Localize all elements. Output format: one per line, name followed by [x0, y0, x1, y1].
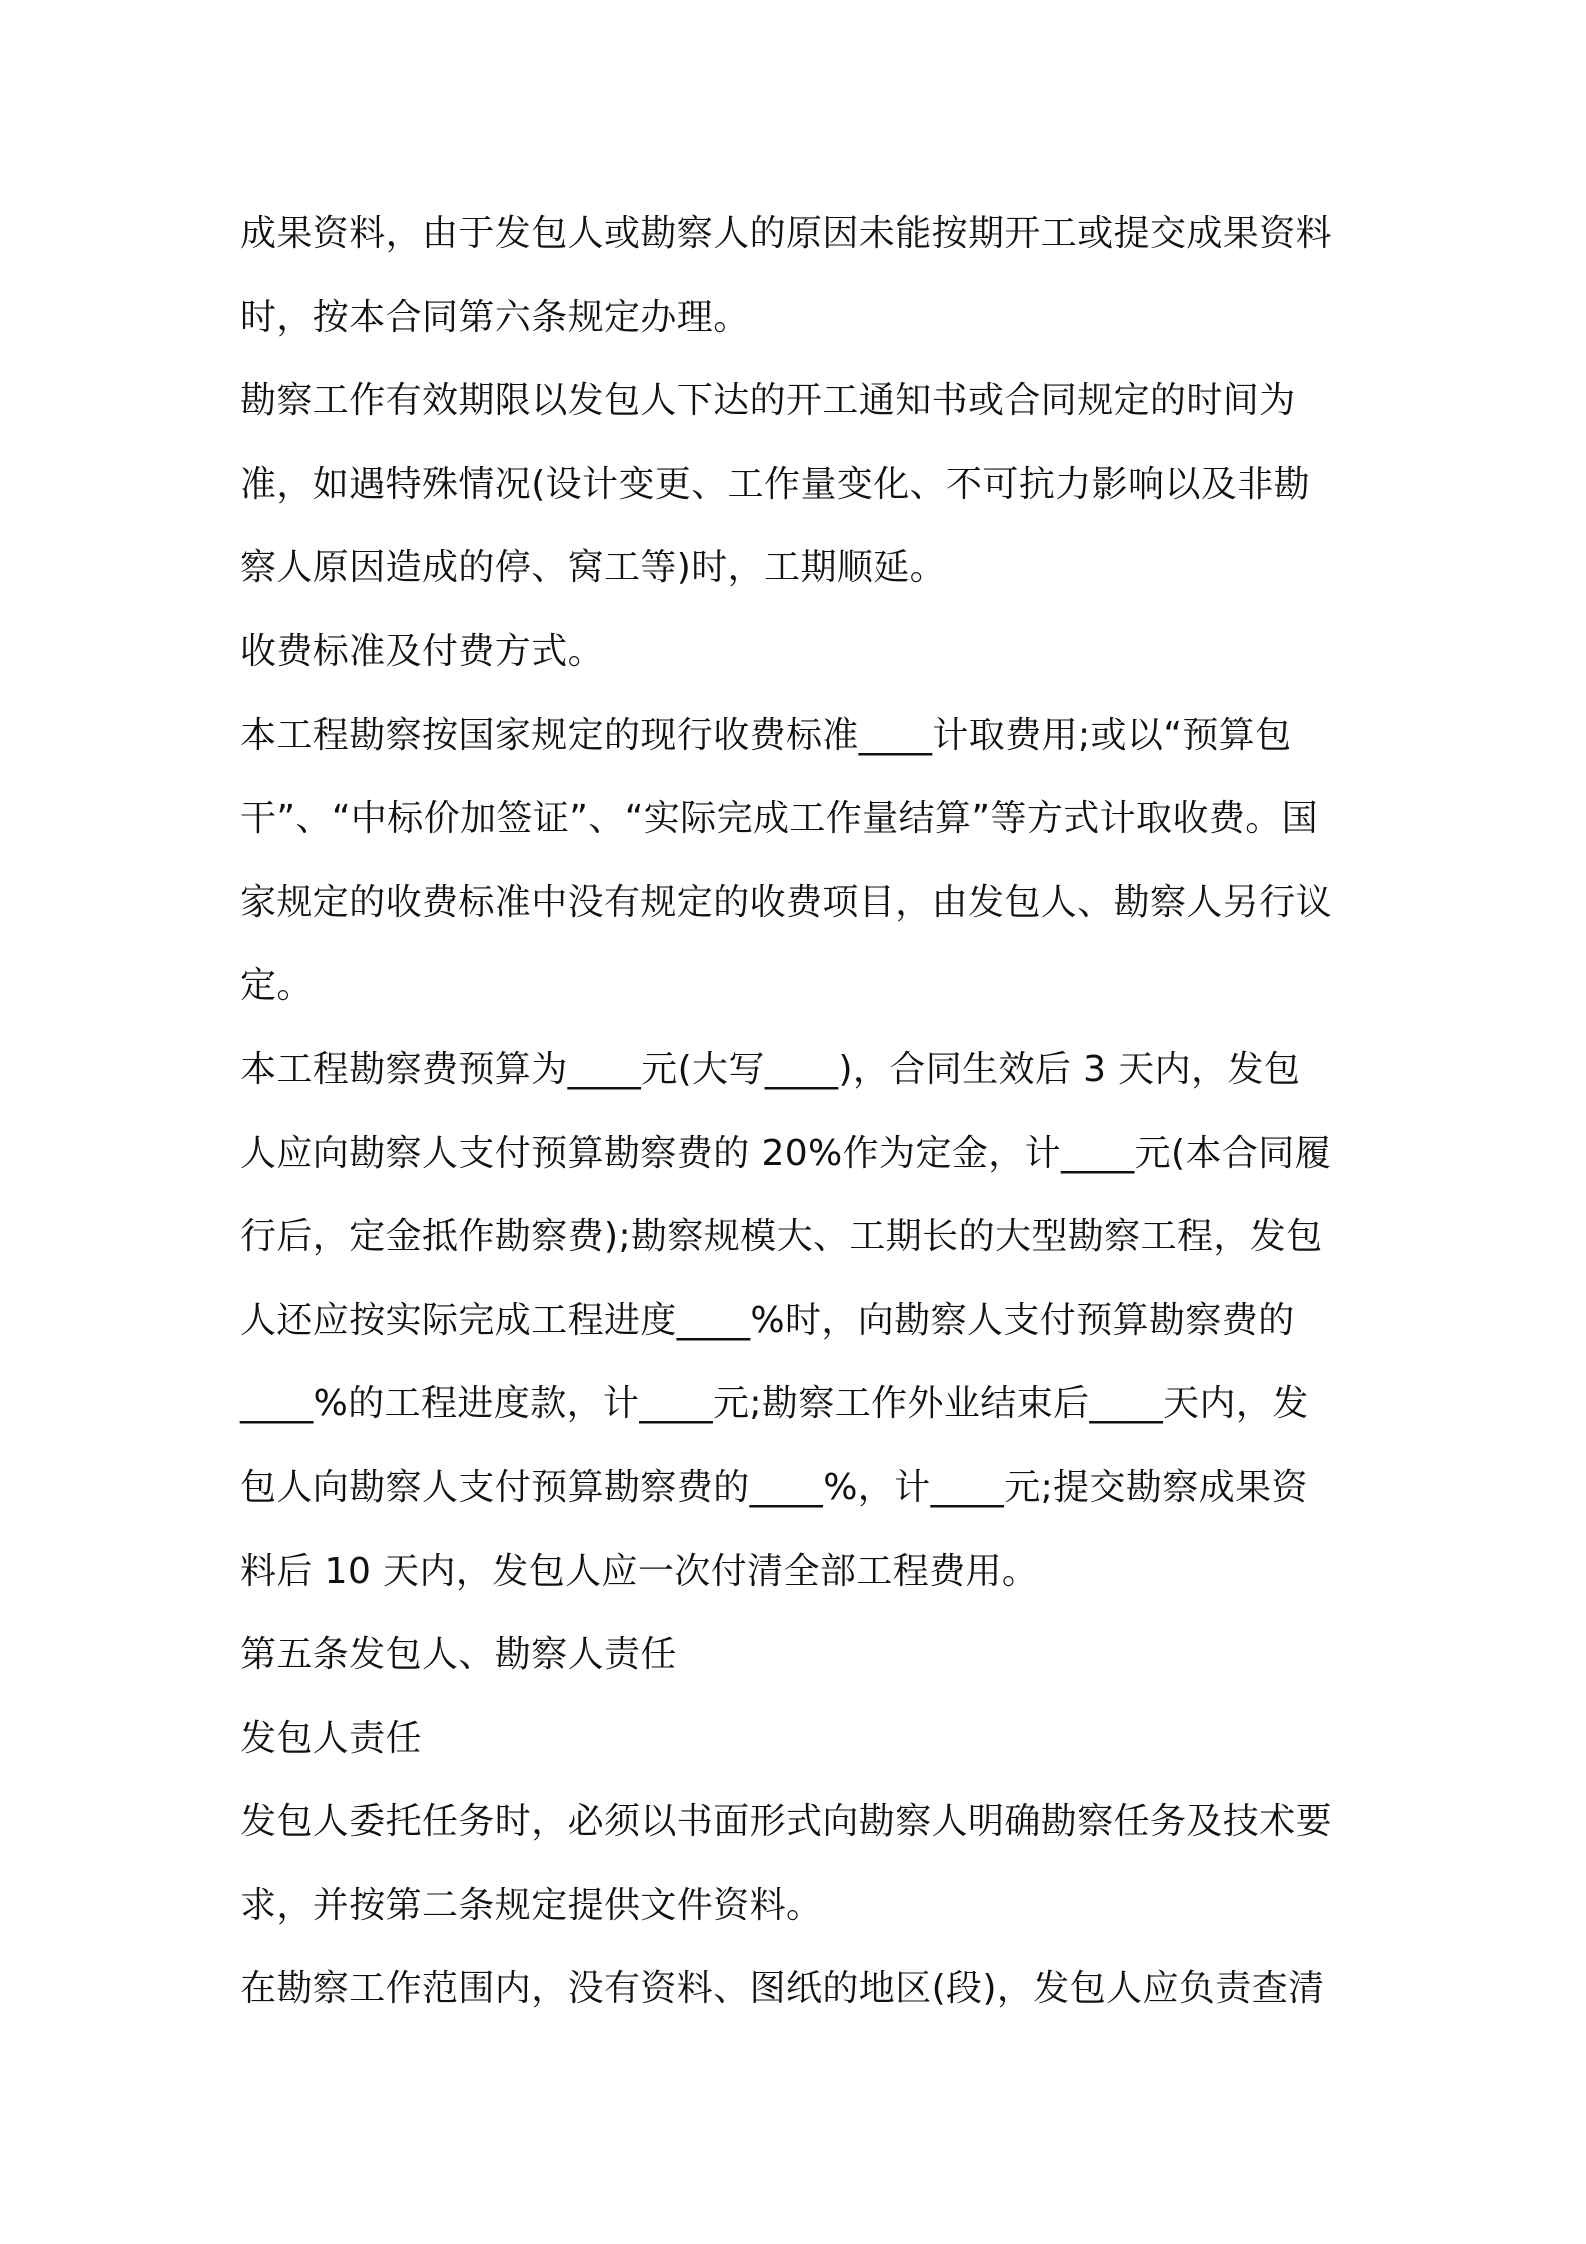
text-line: 本工程勘察费预算为____元(大写____)，合同生效后 3 天内，发包	[240, 1048, 1301, 1090]
text-line: 发包人委托任务时，必须以书面形式向勘察人明确勘察任务及技术要	[240, 1801, 1333, 1843]
text-line: 人还应按实际完成工程进度____%时，向勘察人支付预算勘察费的	[240, 1299, 1295, 1341]
text-line: 干”、“中标价加签证”、“实际完成工作量结算”等方式计取收费。国	[240, 798, 1319, 840]
text-line: 行后，定金抵作勘察费);勘察规模大、工期长的大型勘察工程，发包	[240, 1216, 1323, 1258]
text-line: 察人原因造成的停、窝工等)时，工期顺延。	[240, 547, 947, 589]
subsection-heading: 发包人责任	[240, 1717, 423, 1759]
section-heading: 收费标准及付费方式。	[240, 630, 605, 672]
text-line: 在勘察工作范围内，没有资料、图纸的地区(段)，发包人应负责查清	[240, 1968, 1325, 2010]
text-line: 料后 10 天内，发包人应一次付清全部工程费用。	[240, 1550, 1039, 1592]
article-heading: 第五条发包人、勘察人责任	[240, 1634, 677, 1676]
text-line: 时，按本合同第六条规定办理。	[240, 296, 750, 338]
text-line: 包人向勘察人支付预算勘察费的____%，计____元;提交勘察成果资	[240, 1466, 1308, 1508]
text-line: 求，并按第二条规定提供文件资料。	[240, 1884, 823, 1926]
document-body	[240, 192, 1360, 2031]
text-line: 人应向勘察人支付预算勘察费的 20%作为定金，计____元(本合同履	[240, 1132, 1332, 1174]
text-line: 定。	[240, 965, 313, 1007]
text-line: 家规定的收费标准中没有规定的收费项目，由发包人、勘察人另行议	[240, 881, 1333, 923]
text-line: ____%的工程进度款，计____元;勘察工作外业结束后____天内，发	[240, 1383, 1309, 1425]
text-line: 本工程勘察按国家规定的现行收费标准____计取费用;或以“预算包	[240, 714, 1292, 756]
text-line: 勘察工作有效期限以发包人下达的开工通知书或合同规定的时间为	[240, 380, 1296, 422]
text-line: 准，如遇特殊情况(设计变更、工作量变化、不可抗力影响以及非勘	[240, 463, 1311, 505]
text-line: 成果资料，由于发包人或勘察人的原因未能按期开工或提交成果资料	[240, 213, 1333, 254]
